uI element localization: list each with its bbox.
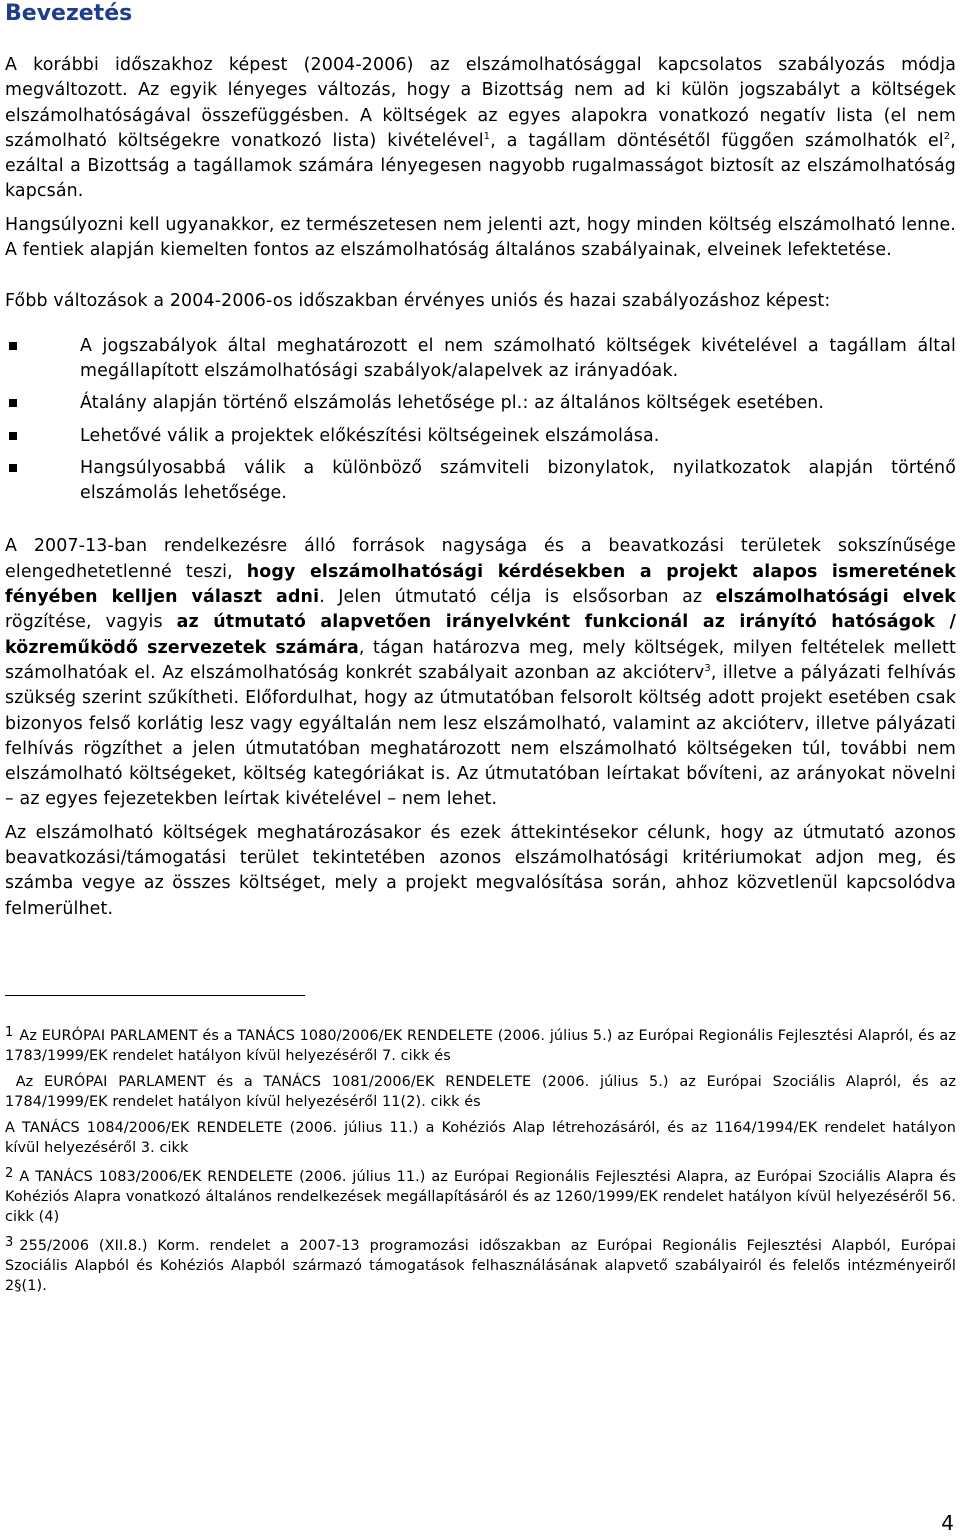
text-run: , tágan határozva meg, mely költségek, milyen feltételek mellett számolhatóak el. Az elszámolhatóság konkrét szabályait azonban az akcióterv: [5, 637, 956, 683]
text-run: A korábbi időszakhoz képest (2004-2006) az elszámolhatósággal kapcsolatos szabályozás módja megváltozott. Az egyik lényeges változás, hogy a Bizottság nem ad ki külön jogszabályt a költségek elszámolhatóságával összefüggésben. A költségek az egyes alapokra vonatkozó negatív lista (el nem számolható költségekre vonatkozó lista) kivételével: [5, 55, 956, 151]
list-item: [5, 424, 956, 449]
text-run: . Jelen útmutató célja is elsősorban az: [319, 587, 716, 608]
document-page: [5, 0, 956, 1302]
bold-text-run: elszámolhatósági elvek: [715, 587, 956, 608]
footnote-text: Az EURÓPAI PARLAMENT és a TANÁCS 1081/2006/EK RENDELETE (2006. július 5.) az Európai Szociális Alapról, és az 1784/1999/EK rendelet hatályon kívül helyezéséről 11(2). cikk és: [5, 1073, 956, 1110]
square-bullet-icon: [9, 464, 17, 472]
footnote-1: [5, 1023, 956, 1066]
text-run: A 2007-13-ban rendelkezésre álló források nagysága és a beavatkozási területek sokszínűsége elengedhetetlenné teszi,: [5, 536, 956, 582]
text-run: , a tagállam döntésétől függően számolhatók el: [490, 130, 944, 151]
page-number: 4: [941, 1511, 954, 1535]
bold-text-run: az útmutató alapvetően irányelvként funkcionál az irányító hatóságok / közreműködő szervezetek számára: [5, 612, 956, 658]
text-run: , illetve a pályázati felhívás szükség szerint szűkítheti. Előfordulhat, hogy az útmutatóban felsorolt költség adott projekt esetében csak bizonyos felső korlátig lesz vagy egyáltalán nem lesz elszámolható, valamint az akcióterv, illetve pályázati felhívás rögzíthet a jelen útmutatóban meghatározott nem elszámolható költségeken túl, további nem elszámolható költségeket, költség kategóriákat is. Az útmutatóban leírtakat bővíteni, az arányokat növelni – az egyes fejezetekben leírtak kivételével – nem lehet.: [5, 662, 956, 810]
footnote-1-continued: A TANÁCS 1084/2006/EK RENDELETE (2006. július 11.) a Kohéziós Alap létrehozásáról, és az 1164/1994/EK rendelet hatályon kívül helyezéséről 3. cikk: [5, 1119, 956, 1156]
paragraph-intro: [5, 53, 956, 205]
list-item: [5, 334, 956, 385]
footnote-1-continued: [5, 1072, 956, 1112]
bold-text-run: hogy elszámolhatósági kérdésekben a projekt alapos ismeretének fényében kelljen választ adni: [5, 561, 957, 608]
footnote-text: 255/2006 (XII.8.) Korm. rendelet a 2007-13 programozási időszakban az Európai Regionális Fejlesztési Alapból, Európai Szociális Alapból és Kohéziós Alapból származó támogatások felhasználásának alapvető szabályairól és felelős intézményeiről 2§(1).: [5, 1237, 956, 1294]
list-item-text: Hangsúlyosabbá válik a különböző számviteli bizonylatok, nyilatkozatok alapján történő elszámolás lehetősége.: [80, 457, 956, 504]
footnote-ref-1[interactable]: 1: [483, 130, 491, 142]
footnote-number: 2: [5, 1165, 14, 1181]
list-item-text: Lehetővé válik a projektek előkészítési költségeinek elszámolása.: [80, 425, 660, 446]
list-item-text: A jogszabályok által meghatározott el nem számolható költségek kivételével a tagállam által megállapított elszámolhatósági szabályok/alapelvek az irányadóak.: [80, 335, 956, 381]
paragraph-changes-intro: Főbb változások a 2004-2006-os időszakban érvényes uniós és hazai szabályozáshoz képest:: [5, 291, 831, 312]
footnote-number: 3: [5, 1234, 14, 1250]
changes-list: [5, 334, 956, 507]
footnote-ref-2[interactable]: 2: [943, 130, 951, 142]
page-heading: Bevezetés: [5, 1, 133, 26]
list-item: [5, 391, 956, 416]
list-item: [5, 456, 956, 507]
footnotes: [5, 1023, 956, 1296]
square-bullet-icon: [9, 432, 17, 440]
square-bullet-icon: [9, 399, 17, 407]
text-run: rögzítése, vagyis: [5, 612, 177, 633]
square-bullet-icon: [9, 342, 17, 350]
paragraph-goal: Az elszámolható költségek meghatározásakor és ezek áttekintésekor célunk, hogy az útmutató azonos beavatkozási/támogatási terület tekintetében azonos elszámolhatósági kritériumokat adjon meg, és számba vegye az összes költséget, mely a projekt megvalósítása során, ahhoz közvetlenül kapcsolódva felmerülhet.: [5, 822, 956, 919]
paragraph-guide-purpose: [5, 534, 956, 812]
footnote-text: Az EURÓPAI PARLAMENT és a TANÁCS 1080/2006/EK RENDELETE (2006. július 5.) az Európai Regionális Fejlesztési Alapról, és az 1783/1999/EK rendelet hatályon kívül helyezéséről 7. cikk és: [5, 1027, 956, 1064]
paragraph-emphasis: Hangsúlyozni kell ugyanakkor, ez természetesen nem jelenti azt, hogy minden költség elszámolható lenne. A fentiek alapján kiemelten fontos az elszámolhatóság általános szabályainak, elveinek lefektetése.: [5, 214, 956, 261]
text-run: , ezáltal a Bizottság a tagállamok számára lényegesen nagyobb rugalmasságot biztosít az elszámolhatóság kapcsán.: [5, 130, 956, 202]
footnote-ref-3[interactable]: 3: [704, 662, 711, 674]
list-item-text: Átalány alapján történő elszámolás lehetősége pl.: az általános költségek esetében.: [80, 393, 825, 414]
footnote-2: [5, 1164, 956, 1227]
footnote-divider: [5, 995, 305, 996]
footnote-text: A TANÁCS 1083/2006/EK RENDELETE (2006. július 11.) az Európai Regionális Fejlesztési Alapra, az Európai Szociális Alapra és Kohéziós Alapra vonatkozó általános rendelkezések megállapításáról és az 1260/1999/EK rendelet hatályon kívül helyezéséről 56. cikk (4): [5, 1168, 956, 1225]
footnote-number: 1: [5, 1024, 14, 1040]
footnote-3: [5, 1233, 956, 1296]
